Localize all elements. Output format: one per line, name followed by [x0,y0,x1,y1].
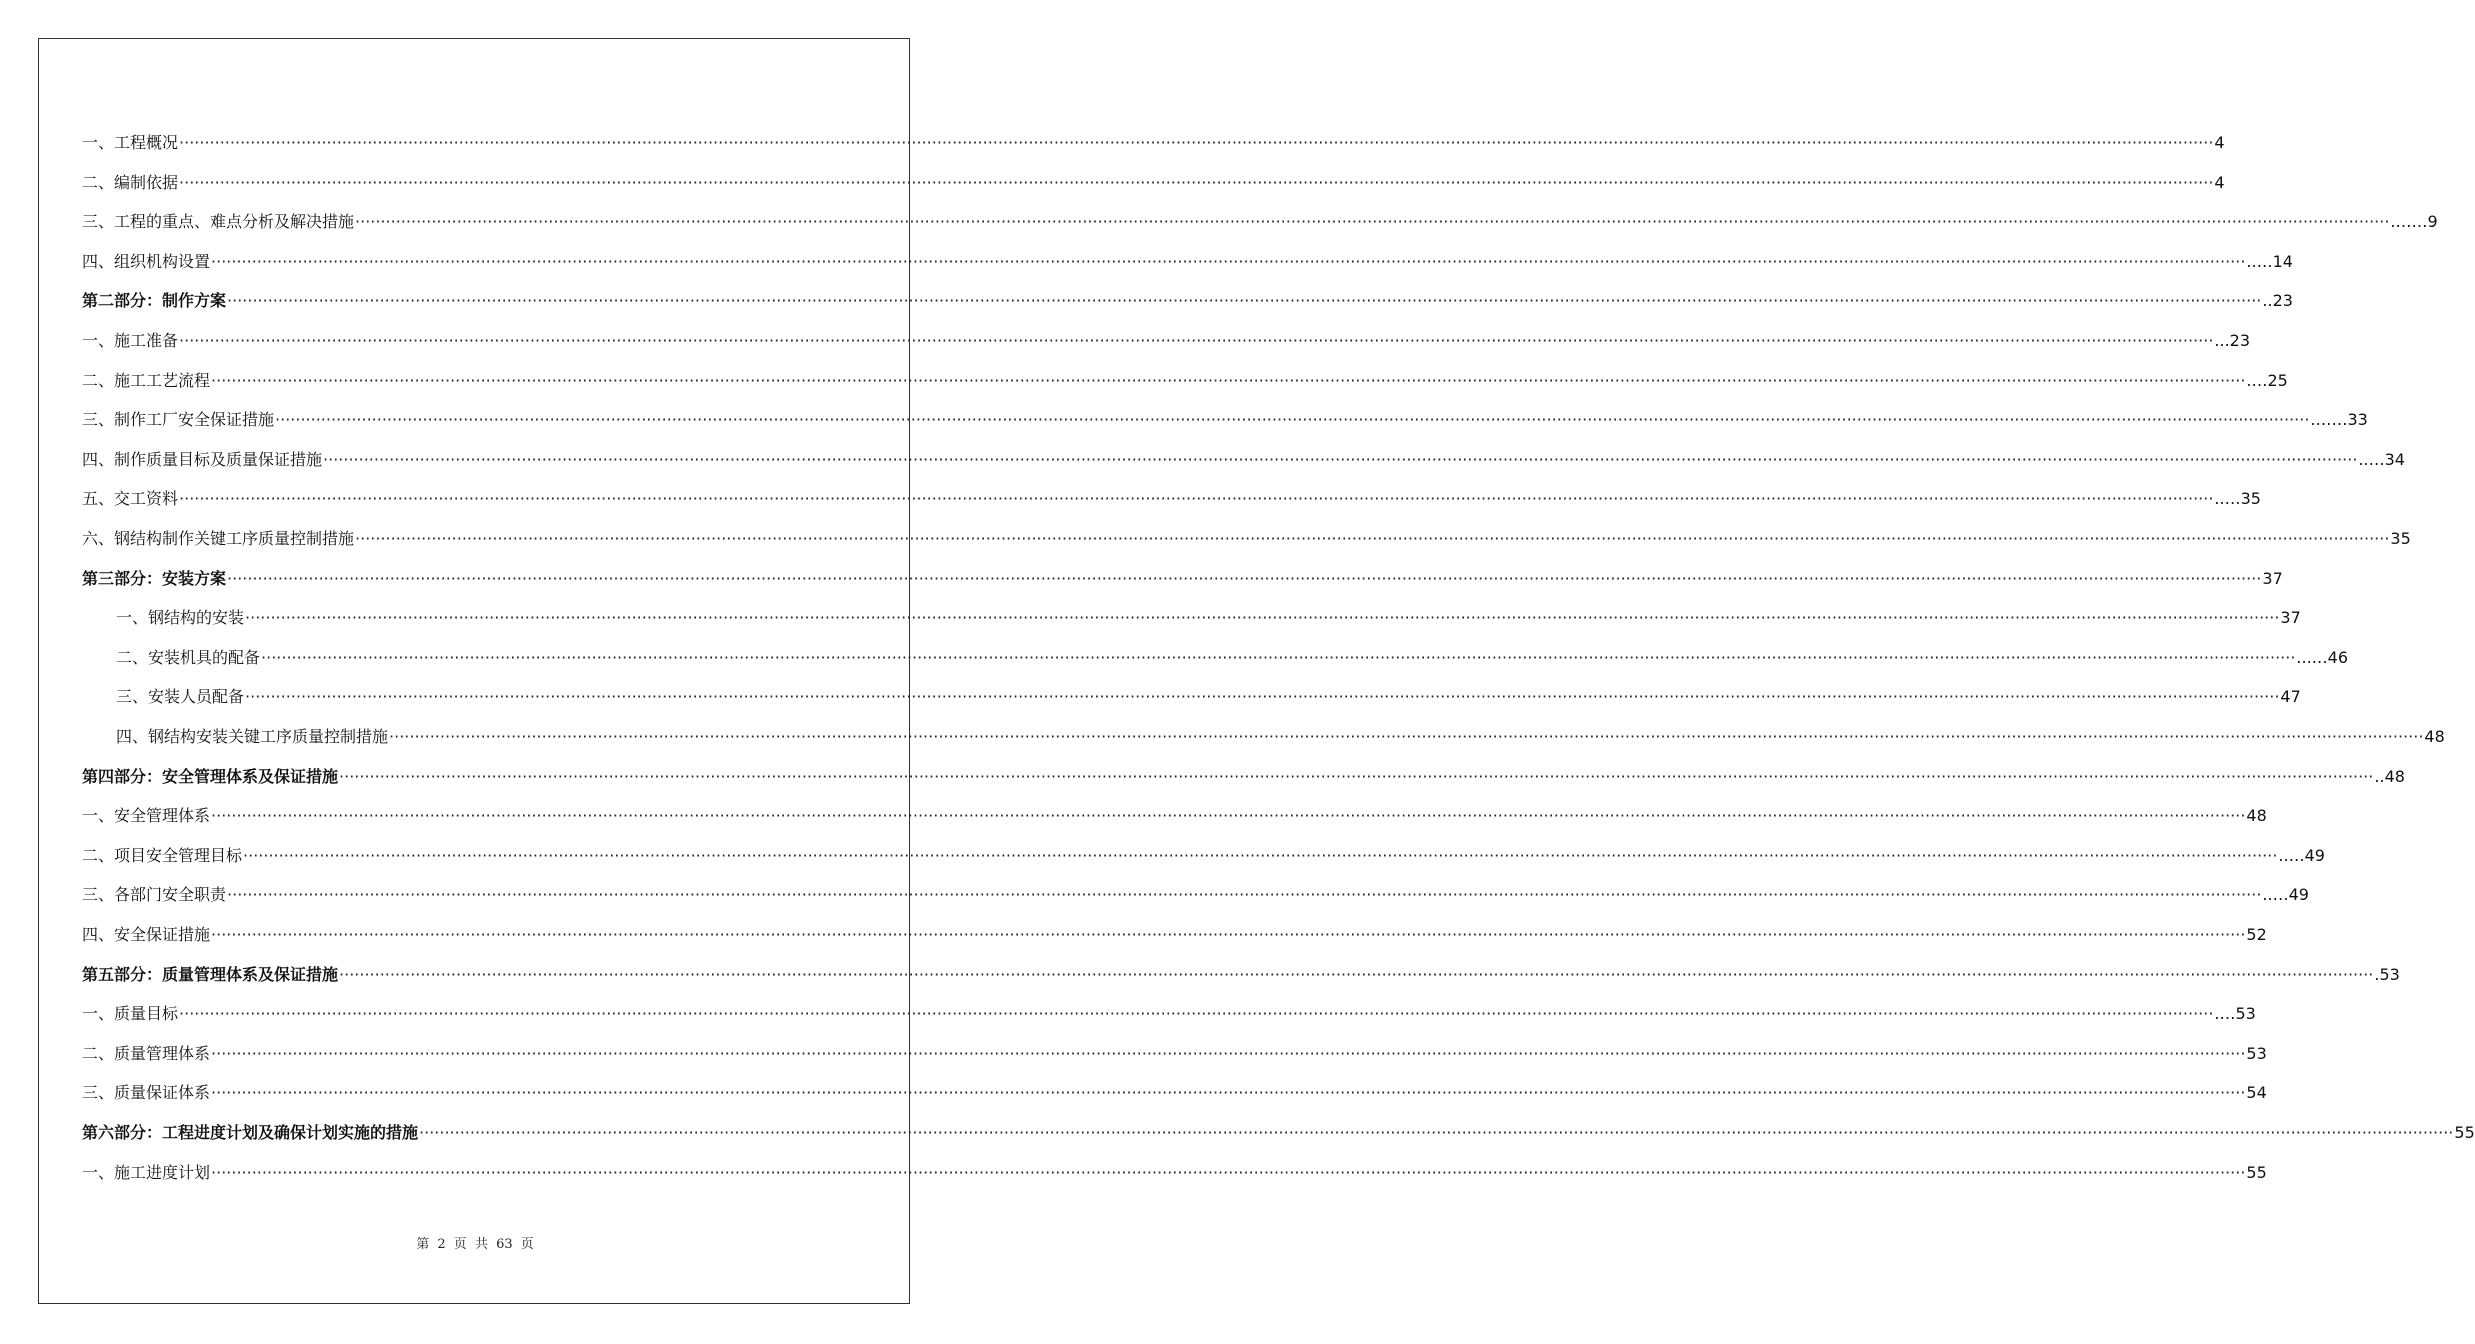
toc-page-number: 55 [2246,1162,2267,1182]
toc-entry-title: 质量管理体系 [114,1043,211,1063]
toc-entry-title: 项目安全管理目标 [114,845,243,865]
toc-entry[interactable] [82,1042,2267,1066]
toc-entry-title: 编制依据 [114,172,179,192]
toc-page-number: 55 [2454,1123,2475,1142]
toc-entry-number: 二、 [82,1043,115,1063]
toc-entry-number: 一、 [82,1004,115,1024]
page-footer [0,1233,950,1252]
toc-entry[interactable] [82,171,2225,195]
toc-entry[interactable] [82,923,2267,947]
toc-page-number: .……33 [2310,410,2368,430]
toc-entry-title: 工程概况 [114,133,179,152]
toc-entry-title: 施工准备 [114,331,179,350]
toc-dot-leader: ················································································································································································································································································································································································································ [243,845,2278,865]
footer-total-pages: 63 [496,1237,513,1252]
toc-entry-number: 一、 [82,806,115,826]
footer-mid2: 共 [474,1237,488,1252]
toc-dot-leader: ················································································································································································································································································································································································································ [339,964,2374,984]
toc-page-number: .…53 [2214,1004,2256,1024]
toc-dot-leader: ················································································································································································································································································································································································································ [211,251,2246,271]
toc-entry[interactable] [116,606,2301,630]
toc-dot-leader: ················································································································································································································································································································································································································ [245,608,2280,628]
toc-entry-title: 施工进度计划 [114,1162,211,1182]
toc-entry-number: 六、 [82,529,115,548]
toc-page-number: .……9 [2390,212,2438,232]
toc-entry-title: 质量保证体系 [114,1083,211,1103]
toc-entry[interactable] [116,646,2349,670]
toc-entry-number: 二、 [116,647,149,667]
toc-entry[interactable] [82,487,2261,511]
toc-page-number: 47 [2280,687,2301,707]
toc-entry-number: 四、 [82,449,115,469]
toc-dot-leader: ················································································································································································································································································································································································································ [179,133,2214,152]
footer-suffix: 页 [520,1237,534,1252]
toc-entry-title: 交工资料 [114,489,179,509]
toc-entry-title: 第三部分：安装方案 [82,568,227,588]
toc-entry-number: 二、 [82,370,115,390]
toc-entry-number: 一、 [82,1162,115,1182]
toc-page-number: ..…35 [2214,489,2261,509]
toc-entry[interactable] [82,369,2288,393]
toc-page-number: 54 [2246,1083,2267,1103]
toc-entry[interactable] [82,883,2309,907]
toc-entry[interactable] [82,210,2438,234]
toc-entry-number: 二、 [82,172,115,192]
toc-part-heading[interactable] [82,963,2400,987]
toc-entry[interactable] [116,725,2445,749]
toc-page-number: ..…49 [2262,885,2309,905]
toc-dot-leader: ················································································································································································································································································································································································································ [179,331,2214,350]
toc-entry-title: 制作工厂安全保证措施 [114,410,275,430]
toc-entry[interactable] [82,844,2325,868]
toc-entry-title: 第五部分：质量管理体系及保证措施 [82,964,339,984]
toc-page-number: 48 [2424,727,2445,746]
toc-entry-number: 二、 [82,845,115,865]
toc-page-number: ..…34 [2358,449,2405,469]
toc-entry-number: 一、 [82,133,115,152]
toc-page-number: 35 [2390,529,2411,548]
toc-entry[interactable] [82,1161,2267,1185]
toc-page-number: 37 [2262,568,2283,588]
toc-page-number: .53 [2374,964,2400,984]
toc-entry-title: 钢结构安装关键工序质量控制措施 [148,727,389,746]
toc-page-number: 53 [2246,1043,2267,1063]
toc-entry-title: 第二部分：制作方案 [82,291,227,311]
toc-entry-number: 四、 [116,727,149,746]
toc-page-number: ..…14 [2246,251,2293,271]
toc-entry[interactable] [82,1002,2256,1026]
toc-entry-title: 组织机构设置 [114,251,211,271]
toc-entry-title: 钢结构的安装 [148,608,245,628]
footer-prefix: 第 [416,1237,430,1252]
toc-entry-number: 四、 [82,251,115,271]
toc-dot-leader: ················································································································································································································································································································································································································ [211,1083,2246,1103]
toc-dot-leader: ················································································································································································································································································································································································································ [211,806,2246,826]
toc-dot-leader: ················································································································································································································································································································································································································ [355,212,2390,232]
toc-page-number: 37 [2280,608,2301,628]
toc-dot-leader: ················································································································································································································································································································································································································ [419,1123,2454,1142]
toc-page-number: ..48 [2374,766,2405,786]
toc-entry-number: 三、 [82,1083,115,1103]
toc-entry-number: 三、 [82,410,115,430]
toc-dot-leader: ················································································································································································································································································································································································································ [339,766,2374,786]
toc-entry-number: 四、 [82,925,115,944]
toc-dot-leader: ················································································································································································································································································································································································································ [179,1004,2214,1024]
toc-entry-title: 工程的重点、难点分析及解决措施 [114,212,355,232]
toc-entry-number: 三、 [82,885,115,905]
toc-entry-title: 施工工艺流程 [114,370,211,390]
toc-entry-title: 安全管理体系 [114,806,211,826]
toc-entry-title: 第六部分：工程进度计划及确保计划实施的措施 [82,1123,419,1142]
toc-entry-number: 三、 [82,212,115,232]
toc-dot-leader: ················································································································································································································································································································································································································ [389,727,2424,746]
toc-entry-title: 安装机具的配备 [148,647,261,667]
toc-dot-leader: ················································································································································································································································································································································································································ [275,410,2310,430]
toc-dot-leader: ················································································································································································································································································································································································································ [355,529,2390,548]
toc-page-number: ..…49 [2278,845,2325,865]
toc-entry[interactable] [116,685,2301,709]
toc-entry-title: 质量目标 [114,1004,179,1024]
toc-dot-leader: ················································································································································································································································································································································································································ [179,489,2214,509]
toc-dot-leader: ················································································································································································································································································································································································································ [211,370,2246,390]
toc-entry[interactable] [82,329,2251,353]
toc-dot-leader: ················································································································································································································································································································································································································ [227,291,2262,311]
toc-entry[interactable] [82,448,2405,472]
toc-entry-number: 一、 [116,608,149,628]
toc-dot-leader: ················································································································································································································································································································································································································ [211,925,2246,944]
toc-page-number: 4 [2214,133,2225,152]
toc-part-heading[interactable] [82,289,2293,313]
toc-page-number: ..23 [2262,291,2293,311]
toc-entry[interactable] [82,408,2368,432]
toc-page-number: 52 [2246,925,2267,944]
toc-page-number: ...…46 [2296,647,2349,667]
toc-entry-number: 五、 [82,489,115,509]
toc-part-heading[interactable] [82,765,2405,789]
toc-part-heading[interactable] [82,1121,2475,1145]
toc-entry[interactable] [82,527,2411,551]
toc-dot-leader: ················································································································································································································································································································································································································ [323,449,2358,469]
toc-dot-leader: ················································································································································································································································································································································································································ [227,885,2262,905]
toc-page-number: 48 [2246,806,2267,826]
toc-entry[interactable] [82,1081,2267,1105]
toc-entry-title: 安全保证措施 [114,925,211,944]
toc-dot-leader: ················································································································································································································································································································································································································ [179,172,2214,192]
toc-entry-title: 安装人员配备 [148,687,245,707]
toc-entry-title: 钢结构制作关键工序质量控制措施 [114,529,355,548]
toc-entry-title: 第四部分：安全管理体系及保证措施 [82,766,339,786]
footer-mid1: 页 [453,1237,467,1252]
toc-page-number: 4 [2214,172,2225,192]
toc-dot-leader: ················································································································································································································································································································································································································ [245,687,2280,707]
toc-entry-number: 一、 [82,331,115,350]
toc-dot-leader: ················································································································································································································································································································································································································ [211,1043,2246,1063]
toc-entry-title: 各部门安全职责 [114,885,227,905]
toc-entry-title: 制作质量目标及质量保证措施 [114,449,323,469]
toc-entry[interactable] [82,131,2225,155]
toc-entry-number: 三、 [116,687,149,707]
toc-dot-leader: ················································································································································································································································································································································································································ [211,1162,2246,1182]
toc-dot-leader: ················································································································································································································································································································································································································ [261,647,2296,667]
toc-part-heading[interactable] [82,567,2283,591]
toc-page-number: .…25 [2246,370,2288,390]
toc-entry[interactable] [82,250,2293,274]
toc-entry[interactable] [82,804,2267,828]
toc-page-number: ...23 [2214,331,2251,350]
footer-current-page: 2 [437,1237,446,1252]
toc-dot-leader: ················································································································································································································································································································································································································ [227,568,2262,588]
